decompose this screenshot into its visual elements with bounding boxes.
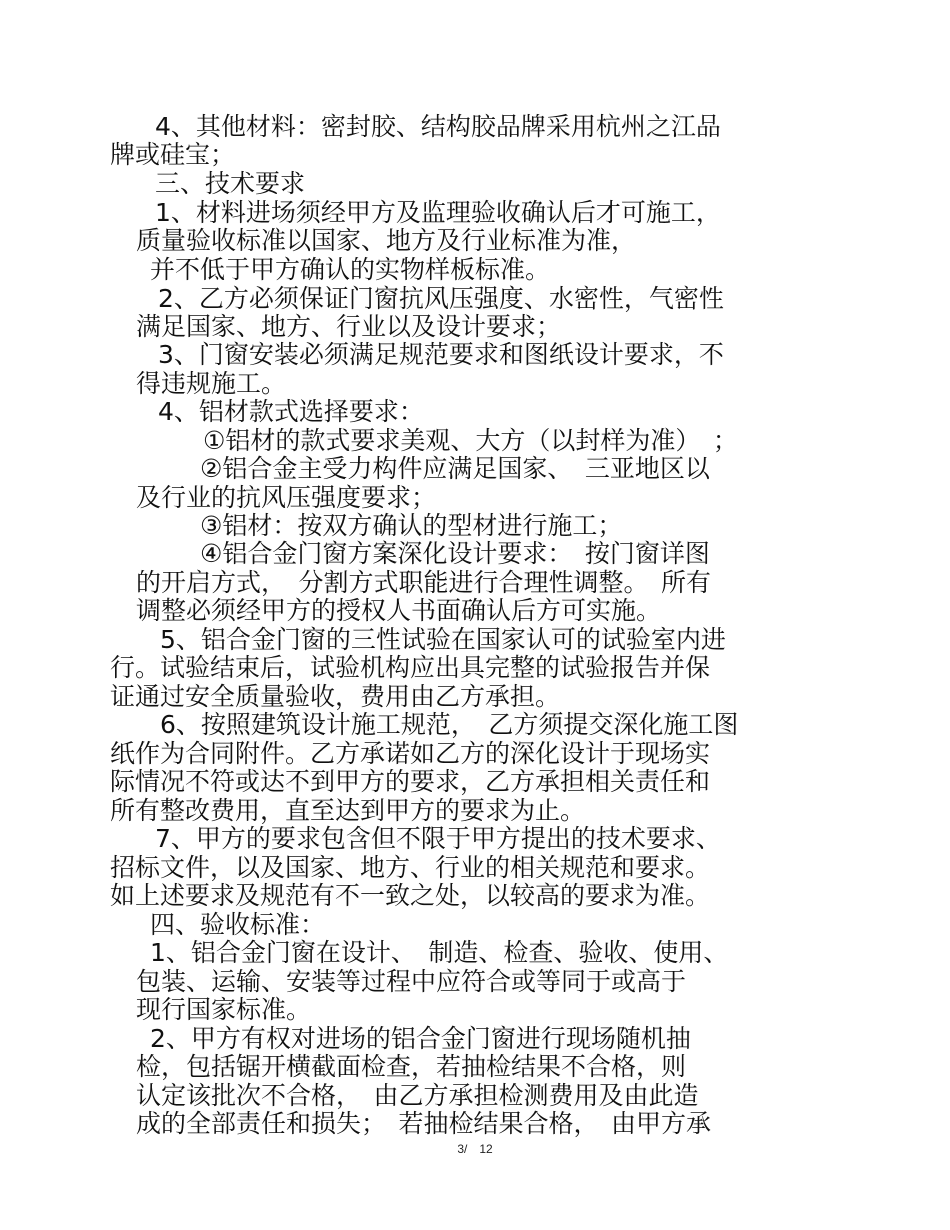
text-line: 包装、运输、安装等过程中应符合或等同于或高于: [136, 967, 687, 996]
text-line: 检，包括锯开横截面检查，若抽检结果不合格，则: [136, 1052, 687, 1081]
text-line: ③铝材：按双方确认的型材进行施工；: [200, 511, 623, 540]
text-line: ④铝合金门窗方案深化设计要求： 按门窗详图: [200, 539, 710, 568]
text-line: ②铝合金主受力构件应满足国家、 三亚地区以: [200, 454, 710, 483]
text-line: 并不低于甲方确认的实物样板标准。: [150, 255, 551, 284]
text-line: 牌或硅宝；: [110, 140, 236, 169]
page-number: 3/ 12: [457, 1142, 493, 1156]
text-line: 质量验收标准以国家、地方及行业标准为准，: [136, 226, 637, 255]
text-line: 所有整改费用，直至达到甲方的要求为止。: [110, 796, 586, 825]
text-line: 满足国家、地方、行业以及设计要求；: [136, 312, 562, 341]
text-line: 4、铝材款式选择要求：: [158, 397, 424, 426]
section-heading: 四、验收标准：: [150, 910, 326, 939]
text-line: 认定该批次不合格， 由乙方承担检测费用及由此造: [136, 1081, 699, 1110]
text-line: 及行业的抗风压强度要求；: [136, 483, 437, 512]
text-line: 2、甲方有权对进场的铝合金门窗进行现场随机抽: [150, 1024, 691, 1053]
text-line: 成的全部责任和损失； 若抽检结果合格， 由甲方承: [136, 1109, 712, 1138]
text-line: 2、乙方必须保证门窗抗风压强度、水密性，气密性: [158, 284, 724, 313]
text-line: 纸作为合同附件。乙方承诺如乙方的深化设计于现场实: [110, 739, 711, 768]
text-line: 7、甲方的要求包含但不限于甲方提出的技术要求、: [155, 824, 721, 853]
text-line: 现行国家标准。: [136, 995, 312, 1024]
text-line: 1、材料进场须经甲方及监理验收确认后才可施工，: [155, 198, 721, 227]
text-line: 招标文件，以及国家、地方、行业的相关规范和要求。: [110, 853, 711, 882]
section-heading: 三、技术要求: [155, 169, 306, 198]
text-line: ①铝材的款式要求美观、大方（以封样为准） ；: [203, 426, 738, 455]
text-line: 如上述要求及规范有不一致之处，以较高的要求为准。: [110, 881, 711, 910]
text-line: 6、按照建筑设计施工规范， 乙方须提交深化施工图: [160, 710, 739, 739]
text-line: 1、铝合金门窗在设计、 制造、检查、验收、使用、: [150, 938, 729, 967]
text-line: 证通过安全质量验收，费用由乙方承担。: [110, 682, 561, 711]
text-line: 行。试验结束后，试验机构应出具完整的试验报告并保: [110, 653, 711, 682]
text-line: 5、铝合金门窗的三性试验在国家认可的试验室内进: [160, 625, 726, 654]
text-line: 调整必须经甲方的授权人书面确认后方可实施。: [136, 596, 662, 625]
text-line: 3、门窗安装必须满足规范要求和图纸设计要求，不: [158, 340, 724, 369]
text-line: 的开启方式， 分割方式职能进行合理性调整。 所有: [136, 568, 712, 597]
text-line: 4、其他材料：密封胶、结构胶品牌采用杭州之江品: [155, 112, 721, 141]
text-line: 得违规施工。: [136, 369, 287, 398]
text-line: 际情况不符或达不到甲方的要求，乙方承担相关责任和: [110, 767, 711, 796]
